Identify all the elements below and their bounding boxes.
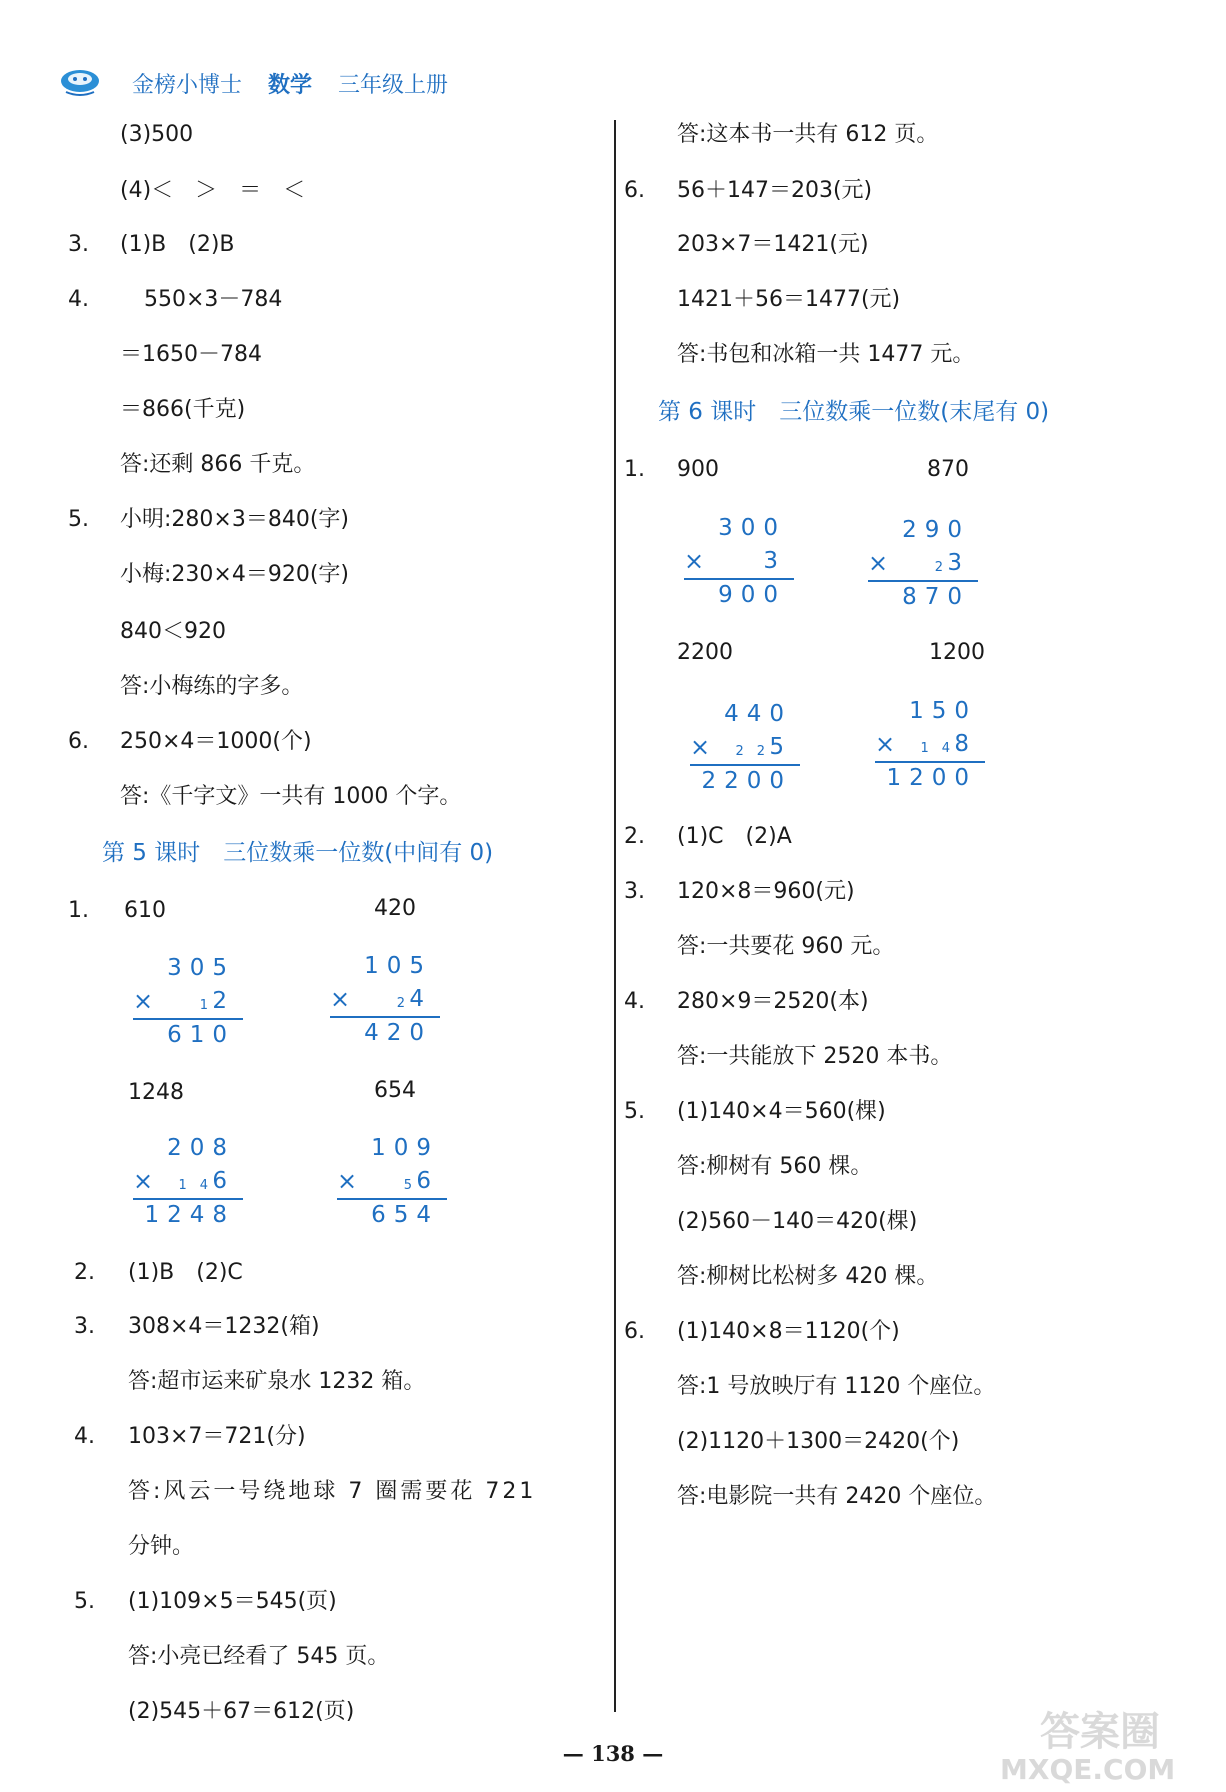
- answer-line: (1)140×8＝1120(个): [677, 1319, 900, 1344]
- multiplier: 6: [212, 1168, 235, 1194]
- vertical-multiplication: [133, 1134, 243, 1232]
- calc-rule: [684, 578, 794, 580]
- calc-rule: [330, 1016, 440, 1018]
- vertical-multiplication: [684, 514, 794, 612]
- section-title: 第 5 课时 三位数乘一位数(中间有 0): [102, 840, 494, 866]
- product: 870: [902, 584, 970, 610]
- multiply-sign: ×: [868, 549, 889, 577]
- header-brand: 金榜小博士: [132, 72, 243, 98]
- multiply-sign: ×: [133, 1167, 154, 1195]
- calc-rule: [337, 1198, 447, 1200]
- answer-line: (4)＜ ＞ ＝ ＜: [120, 178, 306, 203]
- product: 900: [718, 582, 786, 608]
- question-number: 5.: [68, 507, 89, 532]
- multiply-sign: ×: [690, 733, 711, 761]
- vertical-multiplication: [875, 697, 985, 795]
- question-number: 6.: [624, 178, 645, 203]
- answer-line: (1)B (2)B: [120, 232, 235, 257]
- answer-line: 答:风云一号绕地球 7 圈需要花 721: [128, 1479, 537, 1504]
- carry-digit: 2 2: [735, 744, 765, 759]
- calc-rule: [133, 1018, 243, 1020]
- multiplicand: 150: [909, 698, 977, 724]
- vertical-multiplication: [133, 954, 243, 1052]
- product: 1200: [886, 765, 977, 791]
- brand-logo-icon: [58, 68, 102, 98]
- calc-rule: [875, 761, 985, 763]
- multiplier: 6: [416, 1168, 439, 1194]
- vertical-multiplication: [868, 516, 978, 614]
- watermark-title: 答案圈: [1040, 1709, 1160, 1755]
- question-number: 4.: [74, 1424, 95, 1449]
- answer-line: 103×7＝721(分): [128, 1424, 306, 1449]
- product: 1248: [144, 1202, 235, 1228]
- calc-result: 2200: [677, 640, 733, 665]
- header-subject: 数学: [268, 72, 313, 98]
- answer-line: (2)1120＋1300＝2420(个): [677, 1429, 960, 1454]
- vertical-multiplication: [337, 1134, 447, 1232]
- question-number: 5.: [74, 1589, 95, 1614]
- carry-digit: 1 4: [178, 1178, 208, 1193]
- multiplier: 5: [769, 734, 792, 760]
- question-number: 3.: [68, 232, 89, 257]
- multiplier: 4: [409, 986, 432, 1012]
- question-number: 2.: [624, 824, 645, 849]
- answer-line: 840＜920: [120, 619, 226, 644]
- answer-line: 答:电影院一共有 2420 个座位。: [677, 1484, 997, 1509]
- question-number: 6.: [68, 729, 89, 754]
- answer-line: 280×9＝2520(本): [677, 989, 869, 1014]
- calc-result: 610: [124, 898, 166, 923]
- multiply-sign: ×: [330, 985, 351, 1013]
- answer-line: (1)C (2)A: [677, 824, 792, 849]
- answer-line: 分钟。: [128, 1534, 195, 1559]
- answer-line: (1)140×4＝560(棵): [677, 1099, 886, 1124]
- section-title: 第 6 课时 三位数乘一位数(末尾有 0): [658, 399, 1050, 425]
- page-number: — 138 —: [562, 1741, 664, 1766]
- multiply-sign: ×: [133, 987, 154, 1015]
- carry-digit: 1: [199, 998, 208, 1013]
- multiplicand: 105: [364, 953, 432, 979]
- product: 610: [167, 1022, 235, 1048]
- carry-digit: 2: [934, 560, 943, 575]
- question-number: 6.: [624, 1319, 645, 1344]
- question-number: 4.: [624, 989, 645, 1014]
- vertical-multiplication: [690, 700, 800, 798]
- calc-rule: [868, 580, 978, 582]
- answer-line: (1)109×5＝545(页): [128, 1589, 337, 1614]
- calc-result: 900: [677, 457, 719, 482]
- calc-result: 1200: [929, 640, 985, 665]
- carry-digit: 1 4: [920, 741, 950, 756]
- question-number: 4.: [68, 287, 89, 312]
- answer-line: 250×4＝1000(个): [120, 729, 312, 754]
- multiplicand: 290: [902, 517, 970, 543]
- calc-result: 1248: [128, 1080, 184, 1105]
- multiply-sign: ×: [684, 547, 705, 575]
- column-divider: [614, 120, 616, 1712]
- product: 654: [371, 1202, 439, 1228]
- answer-line: 答:小梅练的字多。: [120, 674, 304, 699]
- answer-line: (2)560－140＝420(棵): [677, 1209, 918, 1234]
- calc-rule: [133, 1198, 243, 1200]
- multiplier: 8: [954, 731, 977, 757]
- question-number: 3.: [74, 1314, 95, 1339]
- calc-result: 654: [374, 1078, 416, 1103]
- answer-line: 答:小亮已经看了 545 页。: [128, 1644, 390, 1669]
- watermark-url: MXQE.COM: [1000, 1753, 1176, 1786]
- answer-line: 答:一共能放下 2520 本书。: [677, 1044, 953, 1069]
- answer-line: 答:这本书一共有 612 页。: [677, 122, 939, 147]
- answer-line: (1)B (2)C: [128, 1260, 243, 1285]
- multiplier: 3: [947, 550, 970, 576]
- answer-line: 308×4＝1232(箱): [128, 1314, 320, 1339]
- answer-line: 小明:280×3＝840(字): [120, 507, 349, 532]
- question-number: 5.: [624, 1099, 645, 1124]
- answer-line: 120×8＝960(元): [677, 879, 855, 904]
- question-number: 2.: [74, 1260, 95, 1285]
- multiplicand: 208: [167, 1135, 235, 1161]
- answer-line: (2)545＋67＝612(页): [128, 1699, 355, 1724]
- answer-line: 550×3－784: [144, 287, 283, 312]
- watermark: [1000, 1710, 1222, 1790]
- multiplicand: 109: [371, 1135, 439, 1161]
- answer-line: 答:书包和冰箱一共 1477 元。: [677, 342, 975, 367]
- answer-line: 答:《千字文》一共有 1000 个字。: [120, 784, 462, 809]
- multiplier: 3: [763, 548, 786, 574]
- question-number: 1.: [68, 898, 89, 923]
- multiply-sign: ×: [875, 730, 896, 758]
- page-header: [58, 68, 474, 98]
- calc-result: 870: [927, 457, 969, 482]
- vertical-multiplication: [330, 952, 440, 1050]
- answer-line: (3)500: [120, 122, 194, 147]
- answer-line: ＝1650－784: [120, 342, 262, 367]
- question-number: 1.: [624, 457, 645, 482]
- multiply-sign: ×: [337, 1167, 358, 1195]
- header-grade: 三年级上册: [338, 72, 449, 98]
- answer-line: ＝866(千克): [120, 397, 246, 422]
- answer-line: 203×7＝1421(元): [677, 232, 869, 257]
- carry-digit: 5: [403, 1178, 412, 1193]
- answer-line: 答:柳树有 560 棵。: [677, 1154, 873, 1179]
- answer-line: 1421＋56＝1477(元): [677, 287, 901, 312]
- product: 420: [364, 1020, 432, 1046]
- multiplicand: 440: [724, 701, 792, 727]
- answer-line: 答:1 号放映厅有 1120 个座位。: [677, 1374, 996, 1399]
- calc-result: 420: [374, 896, 416, 921]
- multiplicand: 300: [718, 515, 786, 541]
- multiplicand: 305: [167, 955, 235, 981]
- answer-line: 56＋147＝203(元): [677, 178, 873, 203]
- product: 2200: [701, 768, 792, 794]
- answer-line: 答:一共要花 960 元。: [677, 934, 895, 959]
- answer-line: 答:还剩 866 千克。: [120, 452, 316, 477]
- multiplier: 2: [212, 988, 235, 1014]
- carry-digit: 2: [396, 996, 405, 1011]
- answer-line: 小梅:230×4＝920(字): [120, 562, 349, 587]
- calc-rule: [690, 764, 800, 766]
- answer-line: 答:超市运来矿泉水 1232 箱。: [128, 1369, 426, 1394]
- answer-line: 答:柳树比松树多 420 棵。: [677, 1264, 939, 1289]
- question-number: 3.: [624, 879, 645, 904]
